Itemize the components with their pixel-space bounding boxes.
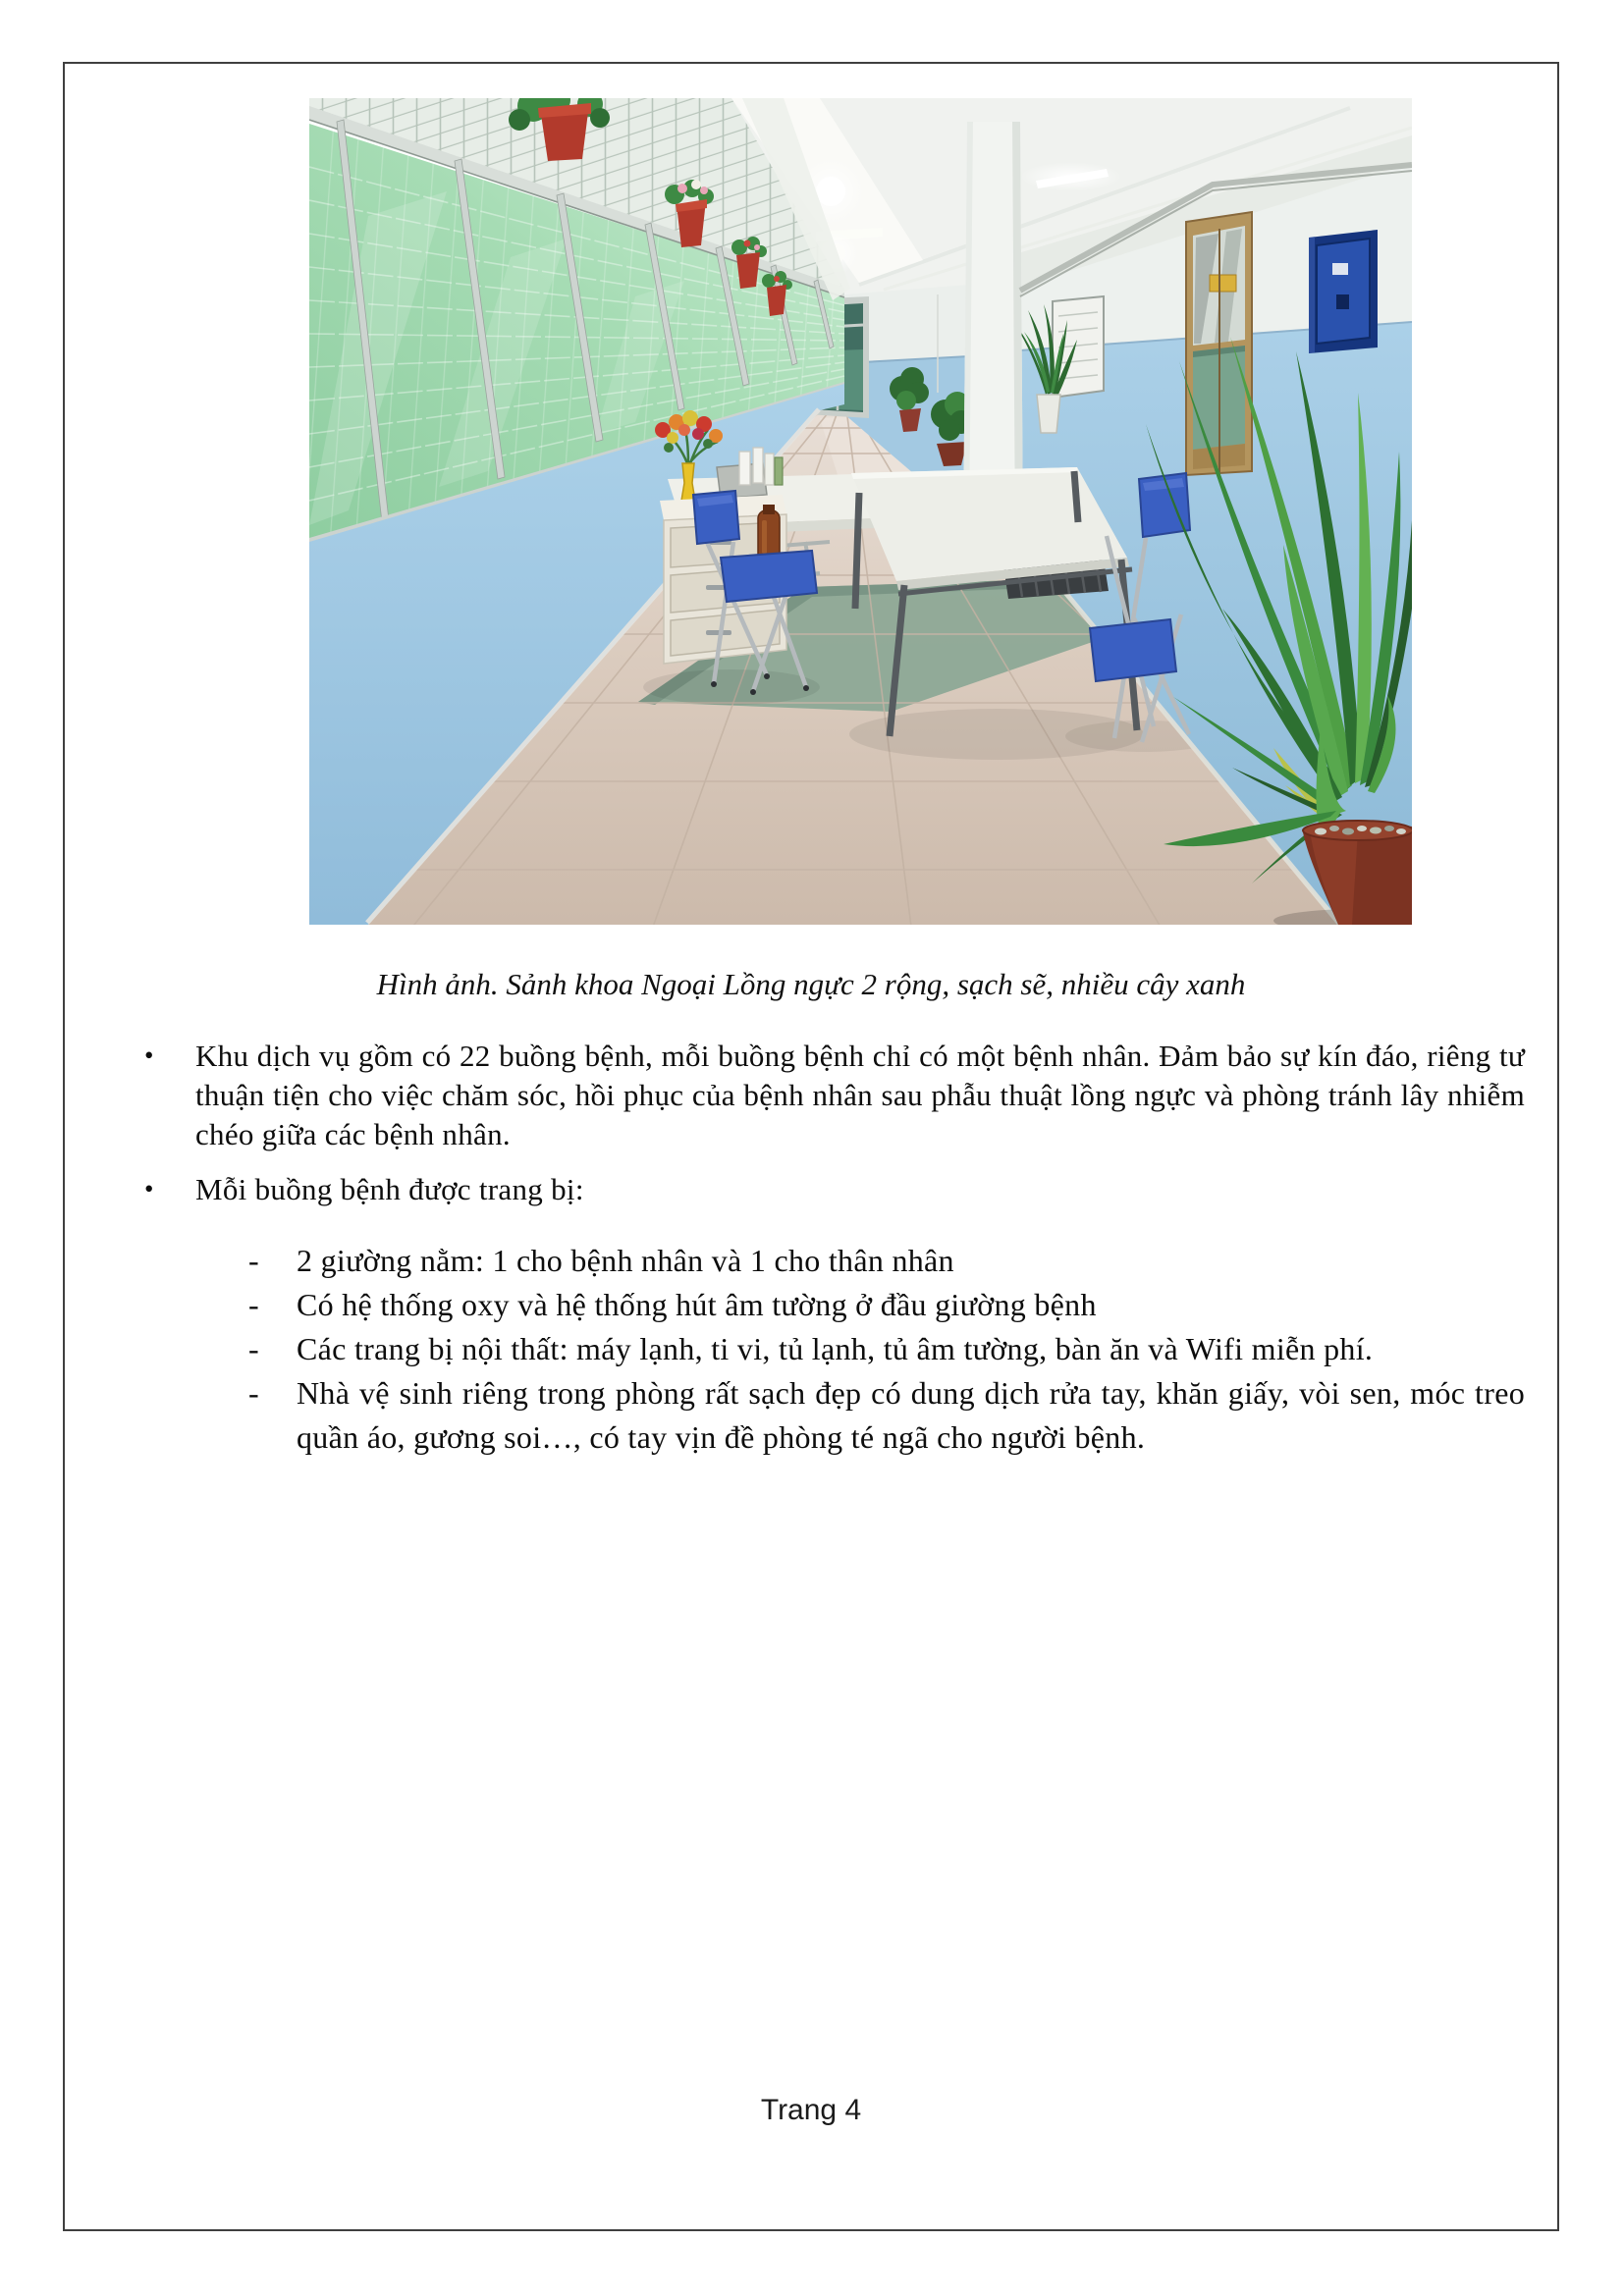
bullet-marker: •	[144, 1041, 154, 1070]
dash-text: Nhà vệ sinh riêng trong phòng rất sạch đẹp có dung dịch rửa tay, khăn giấy, vòi sen, móc treo quần áo, gương soi…, có tay vịn đề phòng té ngã cho người bệnh.	[297, 1375, 1525, 1455]
dash-text: Có hệ thống oxy và hệ thống hút âm tường ở đầu giường bệnh	[297, 1287, 1097, 1322]
corridor-photo	[309, 98, 1412, 925]
bullet-item	[144, 1037, 1525, 1154]
dash-item	[248, 1283, 1525, 1327]
round-light	[816, 177, 845, 206]
door-sign	[1210, 275, 1236, 292]
plant-pot-white	[1037, 395, 1060, 433]
dash-item	[248, 1371, 1525, 1460]
dash-list	[248, 1239, 1525, 1460]
bullet-text: Khu dịch vụ gồm có 22 buồng bệnh, mỗi buồng bệnh chỉ có một bệnh nhân. Đảm bảo sự kín đáo, riêng tư thuận tiện cho việc chăm sóc, hồi phục của bệnh nhân sau phẫu thuật lồng ngực và phòng tránh lây nhiễm chéo giữa các bệnh nhân.	[195, 1039, 1525, 1151]
electrical-cabinet	[1309, 230, 1378, 353]
dash-text: 2 giường nằm: 1 cho bệnh nhân và 1 cho thân nhân	[297, 1243, 954, 1278]
body-text	[144, 1037, 1525, 1460]
dash-item	[248, 1327, 1525, 1371]
dash-marker: -	[248, 1331, 259, 1366]
cabinet-label	[1332, 263, 1348, 275]
dash-text: Các trang bị nội thất: máy lạnh, ti vi, tủ lạnh, tủ âm tường, bàn ăn và Wifi miễn phí.	[297, 1331, 1374, 1366]
bullet-marker: •	[144, 1174, 154, 1203]
figure-caption: Hình ảnh. Sảnh khoa Ngoại Lồng ngực 2 rộng, sạch sẽ, nhiều cây xanh	[376, 967, 1246, 1001]
dash-item	[248, 1239, 1525, 1283]
dash-marker: -	[248, 1243, 259, 1278]
bullet-item	[144, 1170, 1525, 1209]
dash-marker: -	[248, 1287, 259, 1322]
page-number: Trang 4	[760, 2094, 862, 2126]
dash-marker: -	[248, 1375, 259, 1411]
display-case	[1186, 212, 1252, 475]
bullet-text: Mỗi buồng bệnh được trang bị:	[195, 1172, 584, 1206]
